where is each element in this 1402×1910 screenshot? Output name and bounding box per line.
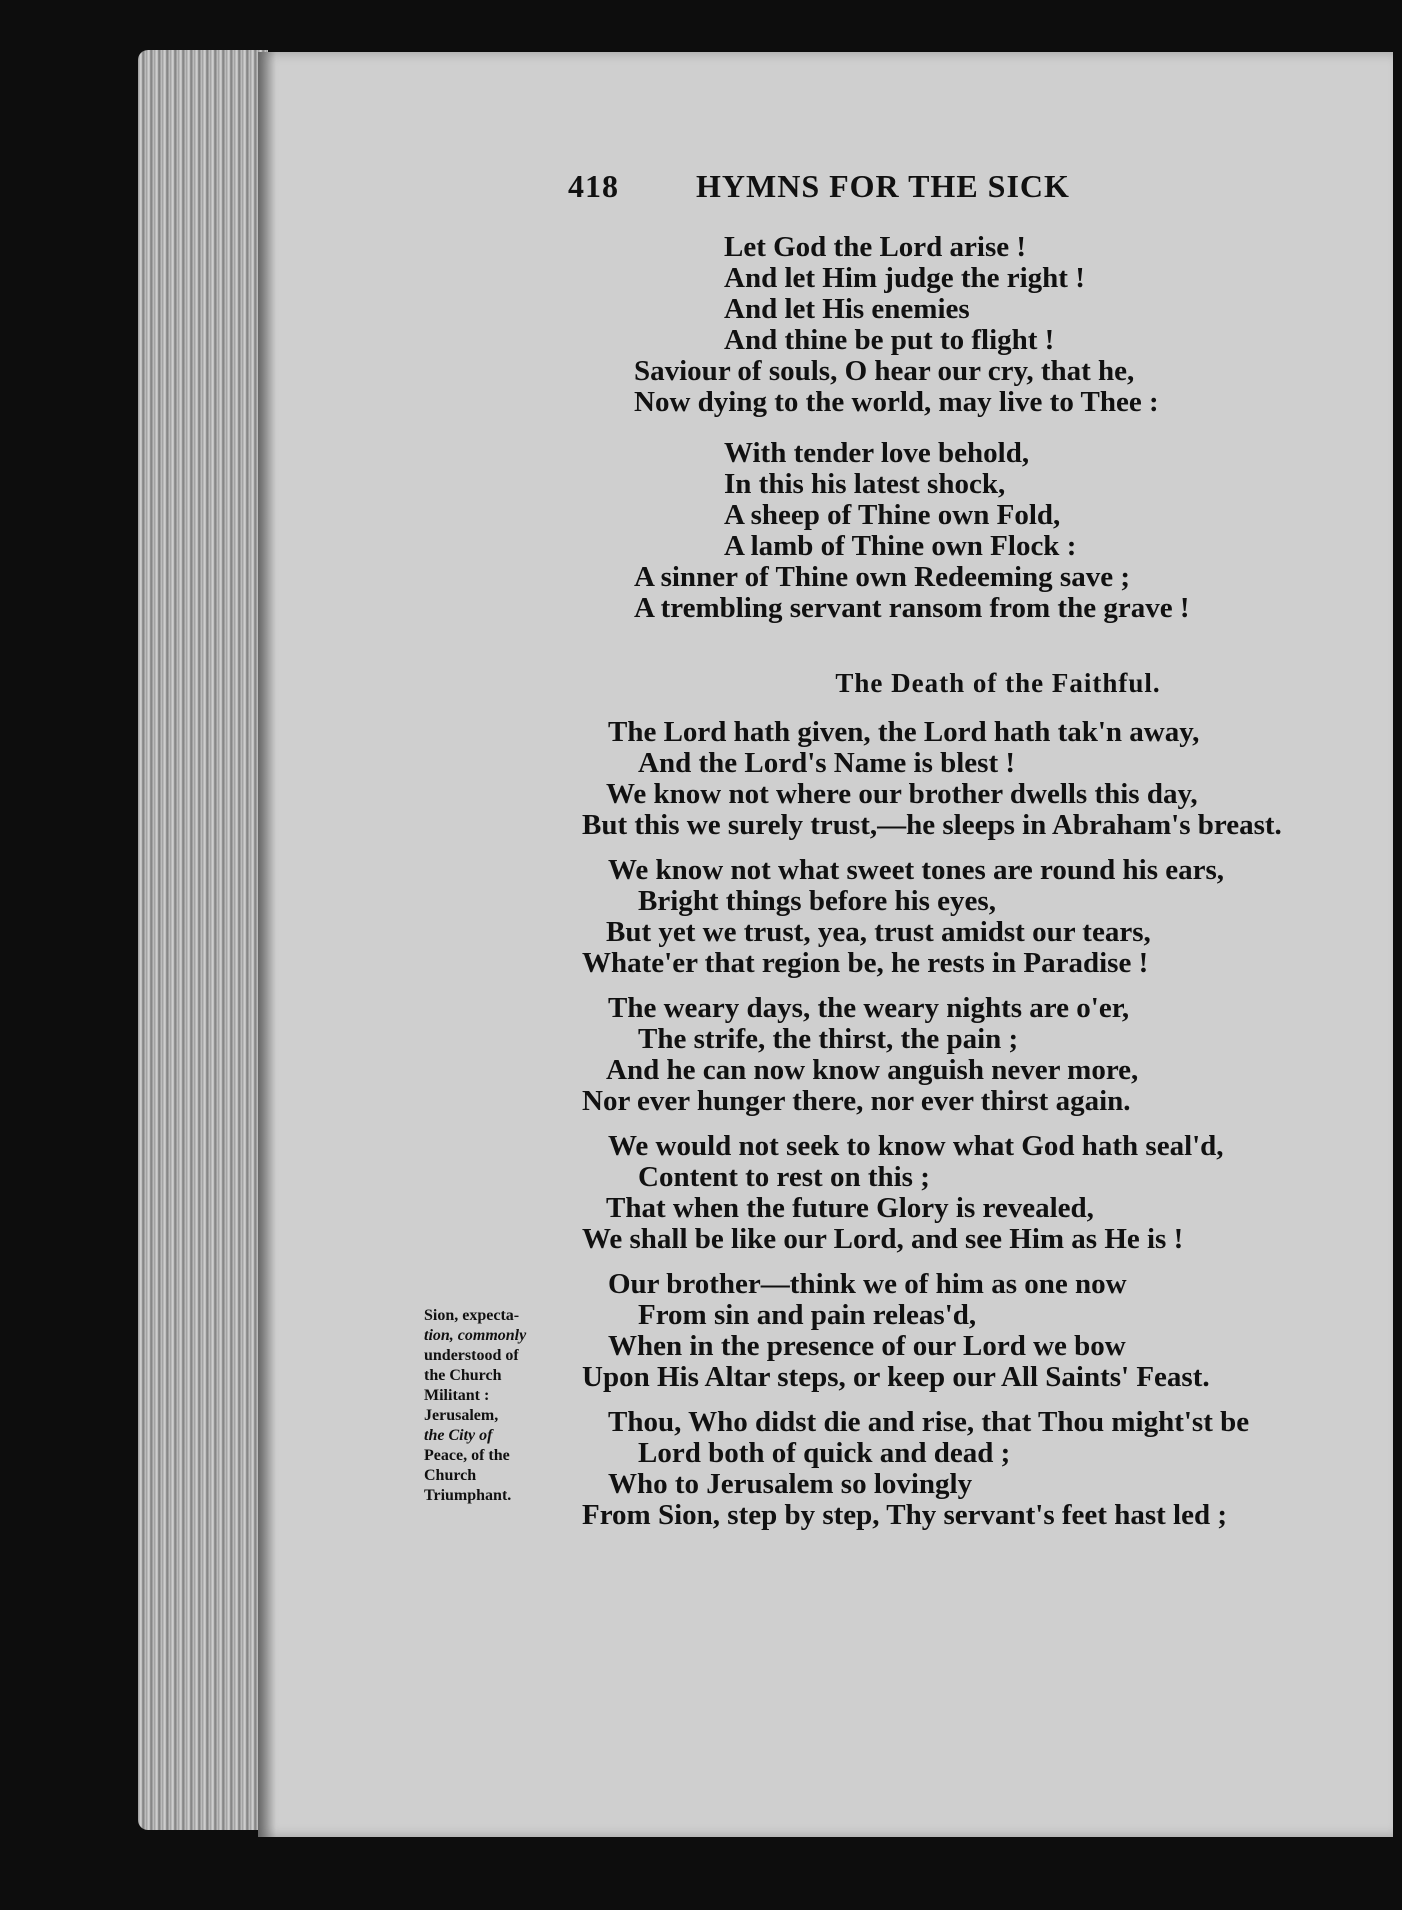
verse-line: A sinner of Thine own Redeeming save ; [634, 561, 1130, 593]
verse-line: We would not seek to know what God hath seal'd, [608, 1130, 1224, 1162]
verse-line: From Sion, step by step, Thy servant's feet hast led ; [582, 1499, 1227, 1531]
verse-line: In this his latest shock, [724, 468, 1006, 500]
margin-note-line: the City of [424, 1427, 493, 1444]
verse-line: Upon His Altar steps, or keep our All Saints' Feast. [582, 1361, 1210, 1393]
hymn-text [568, 232, 1348, 1545]
verse-line: Let God the Lord arise ! [724, 231, 1027, 263]
verse-line: Saviour of souls, O hear our cry, that he, [634, 355, 1135, 387]
running-head: HYMNS FOR THE SICK [696, 168, 1070, 204]
margin-note-line: Sion, expecta- [424, 1307, 520, 1324]
verse-line: We know not where our brother dwells this day, [606, 778, 1198, 810]
margin-note-line: tion, commonly [424, 1327, 527, 1344]
verse-line: And thine be put to flight ! [724, 324, 1055, 356]
verse-line: And let Him judge the right ! [724, 262, 1085, 294]
margin-note-line: Militant : [424, 1387, 490, 1404]
verse-line: Bright things before his eyes, [638, 885, 996, 917]
verse-line: With tender love behold, [724, 437, 1030, 469]
verse-line: And the Lord's Name is blest ! [638, 747, 1016, 779]
stanza-6 [568, 1131, 1348, 1255]
book-page-edges [138, 50, 268, 1830]
verse-line: Our brother—think we of him as one now [608, 1268, 1127, 1300]
stanza-7 [568, 1269, 1348, 1393]
verse-line: When in the presence of our Lord we bow [608, 1330, 1126, 1362]
verse-line: That when the future Glory is revealed, [606, 1192, 1094, 1224]
margin-note-line: understood of [424, 1347, 519, 1364]
stanza-5 [568, 993, 1348, 1117]
verse-line: Whate'er that region be, he rests in Paradise ! [582, 947, 1149, 979]
verse-line: The Lord hath given, the Lord hath tak'n away, [608, 716, 1200, 748]
verse-line: A sheep of Thine own Fold, [724, 499, 1061, 531]
verse-line: Now dying to the world, may live to Thee : [634, 386, 1159, 418]
margin-note-line: Triumphant. [424, 1487, 512, 1504]
verse-line: Thou, Who didst die and rise, that Thou might'st be [608, 1406, 1250, 1438]
margin-note-line: Peace, of the [424, 1447, 510, 1464]
verse-line: A trembling servant ransom from the grave ! [634, 592, 1190, 624]
stanza-2 [568, 438, 1348, 624]
verse-line: Who to Jerusalem so lovingly [608, 1468, 973, 1500]
verse-line: We shall be like our Lord, and see Him as He is ! [582, 1223, 1184, 1255]
verse-line: But yet we trust, yea, trust amidst our tears, [606, 916, 1151, 948]
section-title: The Death of the Faithful. [835, 668, 1161, 698]
verse-line: Content to rest on this ; [638, 1161, 930, 1193]
verse-line: Nor ever hunger there, nor ever thirst again. [582, 1085, 1131, 1117]
page-number: 418 [568, 168, 619, 204]
margin-note [424, 1306, 584, 1506]
margin-note-line: Jerusalem, [424, 1407, 499, 1424]
verse-line: We know not what sweet tones are round his ears, [608, 854, 1225, 886]
spine-shadow [258, 52, 276, 1837]
verse-line: And let His enemies [724, 293, 970, 325]
verse-line: Lord both of quick and dead ; [638, 1437, 1011, 1469]
verse-line: The strife, the thirst, the pain ; [638, 1023, 1019, 1055]
verse-line: And he can now know anguish never more, [606, 1054, 1139, 1086]
margin-note-line: the Church [424, 1367, 502, 1384]
verse-line: From sin and pain releas'd, [638, 1299, 977, 1331]
verse-line: A lamb of Thine own Flock : [724, 530, 1077, 562]
stanza-3 [568, 717, 1348, 841]
stanza-8 [568, 1407, 1348, 1531]
stanza-4 [568, 855, 1348, 979]
verse-line: But this we surely trust,—he sleeps in Abraham's breast. [582, 809, 1282, 841]
verse-line: The weary days, the weary nights are o'er, [608, 992, 1130, 1024]
margin-note-line: Church [424, 1467, 477, 1484]
stanza-1 [568, 232, 1348, 418]
